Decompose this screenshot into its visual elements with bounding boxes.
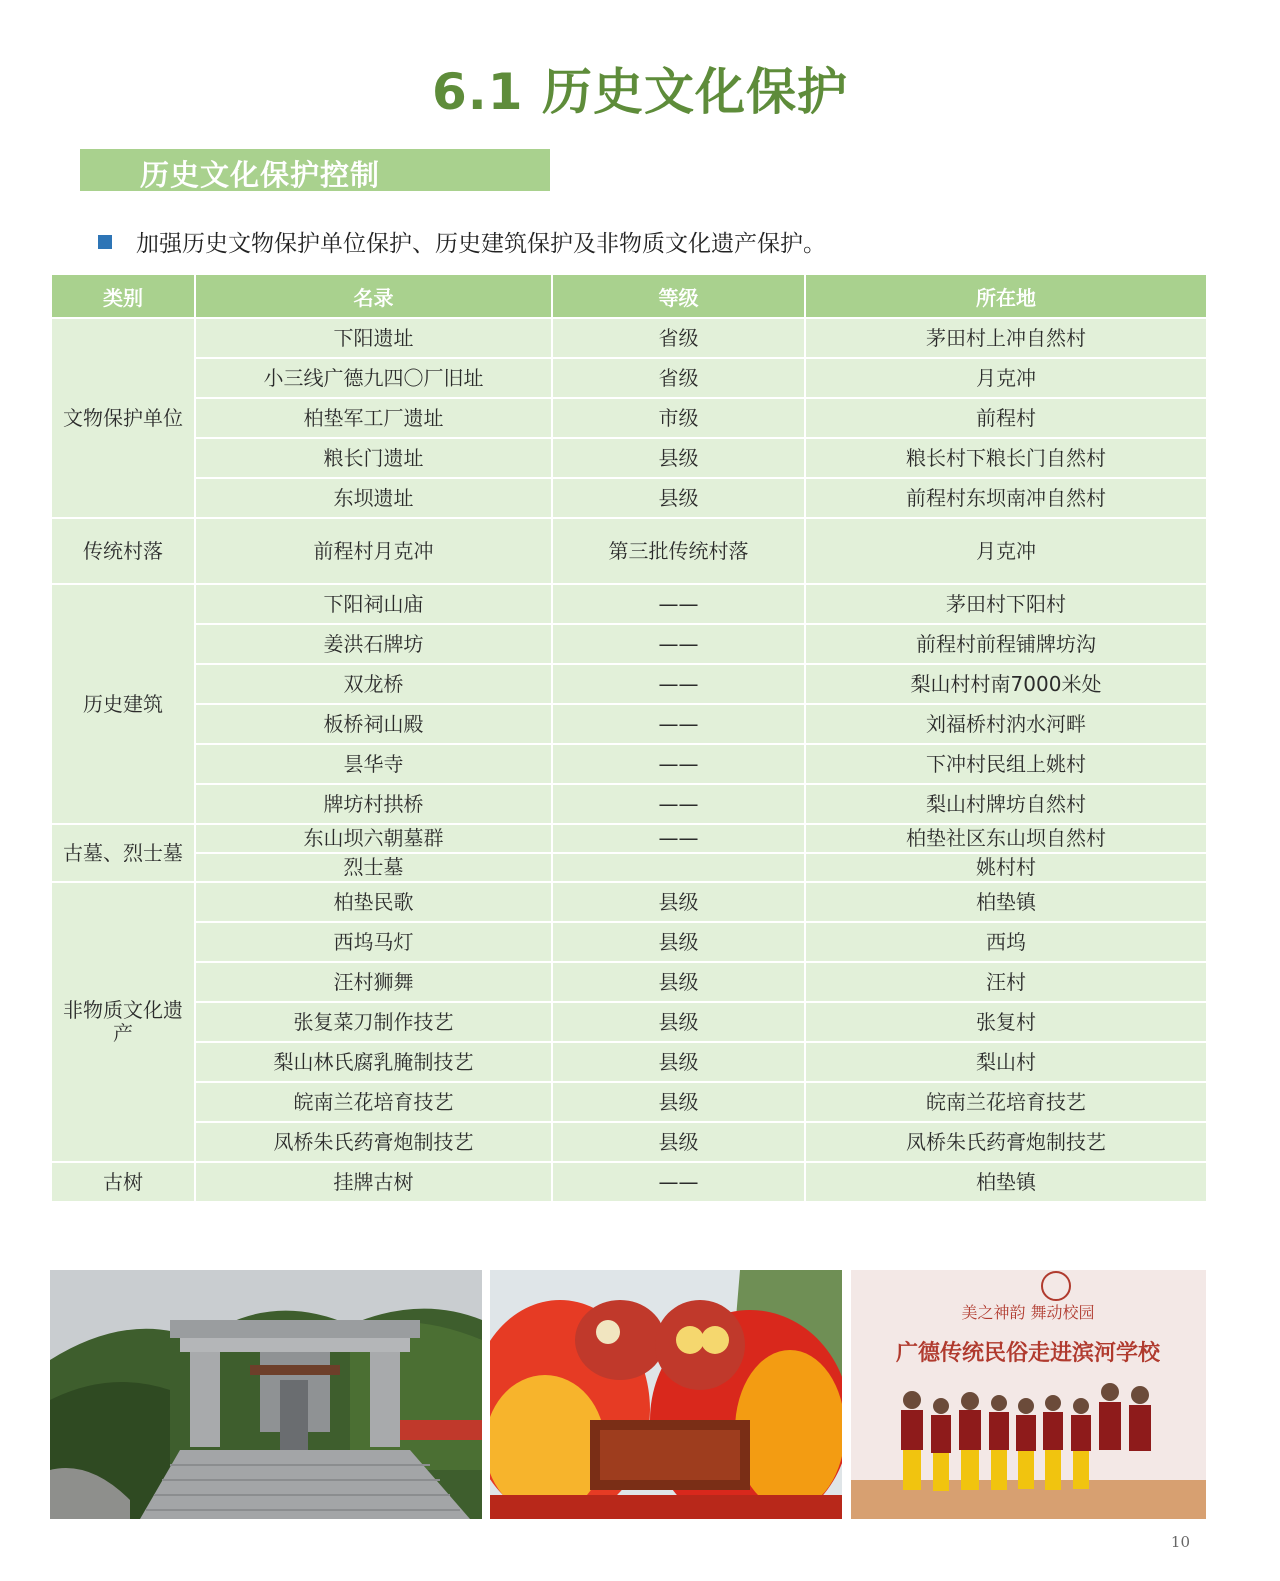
table-row (51, 1002, 1207, 1042)
photo-school-event (851, 1270, 1206, 1519)
category-trees: 古树 (51, 1162, 195, 1202)
table-header-row (51, 274, 1207, 318)
cell-name: 下阳遗址 (195, 318, 552, 358)
table-row (51, 882, 1207, 922)
cell-name: 东山坝六朝墓群 (195, 824, 552, 853)
photo-memorial-archway (50, 1270, 482, 1519)
table-row (51, 1042, 1207, 1082)
bullet-paragraph (98, 225, 826, 258)
header-level: 等级 (552, 274, 805, 318)
cell-level: —— (552, 784, 805, 824)
category-villages: 传统村落 (51, 518, 195, 584)
table-row (51, 1122, 1207, 1162)
table-row (51, 584, 1207, 624)
cell-name: 烈士墓 (195, 853, 552, 882)
cell-location: 柏垫镇 (805, 882, 1207, 922)
cell-name: 汪村狮舞 (195, 962, 552, 1002)
category-intangible: 非物质文化遗产 (51, 882, 195, 1162)
cell-name: 粮长门遗址 (195, 438, 552, 478)
cell-name: 双龙桥 (195, 664, 552, 704)
cell-name: 牌坊村拱桥 (195, 784, 552, 824)
cell-location: 前程村 (805, 398, 1207, 438)
cell-name: 板桥祠山殿 (195, 704, 552, 744)
cell-level: 县级 (552, 922, 805, 962)
cell-name: 梨山林氏腐乳腌制技艺 (195, 1042, 552, 1082)
cell-location: 张复村 (805, 1002, 1207, 1042)
cell-location: 前程村东坝南冲自然村 (805, 478, 1207, 518)
cell-name: 昙华寺 (195, 744, 552, 784)
header-category: 类别 (51, 274, 195, 318)
cell-level: 县级 (552, 1082, 805, 1122)
table-row (51, 624, 1207, 664)
table-row (51, 853, 1207, 882)
category-relics: 文物保护单位 (51, 318, 195, 518)
cell-location: 汪村 (805, 962, 1207, 1002)
section-heading-bar (80, 149, 550, 191)
cell-level: 第三批传统村落 (552, 518, 805, 584)
page-title: 6.1 历史文化保护 (432, 63, 848, 121)
cell-location: 前程村前程铺牌坊沟 (805, 624, 1207, 664)
category-tombs: 古墓、烈士墓 (51, 824, 195, 882)
cell-name: 西坞马灯 (195, 922, 552, 962)
cell-location: 梨山村牌坊自然村 (805, 784, 1207, 824)
cell-location: 凤桥朱氏药膏炮制技艺 (805, 1122, 1207, 1162)
table-row (51, 478, 1207, 518)
cell-name: 东坝遗址 (195, 478, 552, 518)
page-number: 10 (1170, 1533, 1190, 1551)
cell-name: 姜洪石牌坊 (195, 624, 552, 664)
table-row (51, 398, 1207, 438)
cell-level: 县级 (552, 1002, 805, 1042)
banner-line2: 广德传统民俗走进滨河学校 (895, 1340, 1161, 1366)
cell-level: 省级 (552, 318, 805, 358)
table-row (51, 358, 1207, 398)
table-row (51, 922, 1207, 962)
cell-level: —— (552, 664, 805, 704)
cell-location: 月克冲 (805, 358, 1207, 398)
cell-name: 柏垫军工厂遗址 (195, 398, 552, 438)
cell-location: 梨山村 (805, 1042, 1207, 1082)
header-name: 名录 (195, 274, 552, 318)
cell-name: 下阳祠山庙 (195, 584, 552, 624)
table-row (51, 1082, 1207, 1122)
cell-level: —— (552, 1162, 805, 1202)
table-row (51, 962, 1207, 1002)
cell-level: 县级 (552, 1042, 805, 1082)
cell-name: 小三线广德九四〇厂旧址 (195, 358, 552, 398)
cell-name: 皖南兰花培育技艺 (195, 1082, 552, 1122)
cell-name: 挂牌古树 (195, 1162, 552, 1202)
protection-table (50, 273, 1208, 1203)
cell-level: 县级 (552, 882, 805, 922)
table-row (51, 744, 1207, 784)
cell-location: 柏垫镇 (805, 1162, 1207, 1202)
cell-level: 市级 (552, 398, 805, 438)
cell-level: —— (552, 584, 805, 624)
cell-level: —— (552, 624, 805, 664)
table-row (51, 664, 1207, 704)
cell-location: 姚村村 (805, 853, 1207, 882)
table-row (51, 318, 1207, 358)
cell-location: 月克冲 (805, 518, 1207, 584)
cell-location: 茅田村下阳村 (805, 584, 1207, 624)
cell-level (552, 853, 805, 882)
cell-level: 县级 (552, 1122, 805, 1162)
cell-location: 皖南兰花培育技艺 (805, 1082, 1207, 1122)
cell-location: 刘福桥村汭水河畔 (805, 704, 1207, 744)
cell-location: 粮长村下粮长门自然村 (805, 438, 1207, 478)
cell-name: 柏垫民歌 (195, 882, 552, 922)
cell-name: 前程村月克冲 (195, 518, 552, 584)
cell-level: 县级 (552, 478, 805, 518)
bullet-text: 加强历史文物保护单位保护、历史建筑保护及非物质文化遗产保护。 (136, 231, 826, 257)
banner-line1: 美之神韵 舞动校园 (961, 1303, 1095, 1322)
category-buildings: 历史建筑 (51, 584, 195, 824)
table-row (51, 518, 1207, 584)
section-heading: 历史文化保护控制 (140, 158, 381, 192)
cell-level: 县级 (552, 962, 805, 1002)
cell-location: 柏垫社区东山坝自然村 (805, 824, 1207, 853)
cell-name: 凤桥朱氏药膏炮制技艺 (195, 1122, 552, 1162)
cell-level: 县级 (552, 438, 805, 478)
table-row (51, 1162, 1207, 1202)
cell-location: 茅田村上冲自然村 (805, 318, 1207, 358)
bullet-square-icon (98, 235, 112, 249)
cell-level: 省级 (552, 358, 805, 398)
cell-location: 下冲村民组上姚村 (805, 744, 1207, 784)
cell-level: —— (552, 704, 805, 744)
photo-lion-dance (490, 1270, 842, 1519)
cell-location: 西坞 (805, 922, 1207, 962)
header-location: 所在地 (805, 274, 1207, 318)
table-row (51, 438, 1207, 478)
table-row (51, 824, 1207, 853)
table-row (51, 784, 1207, 824)
cell-name: 张复菜刀制作技艺 (195, 1002, 552, 1042)
cell-location: 梨山村村南7000米处 (805, 664, 1207, 704)
table-row (51, 704, 1207, 744)
cell-level: —— (552, 824, 805, 853)
cell-level: —— (552, 744, 805, 784)
